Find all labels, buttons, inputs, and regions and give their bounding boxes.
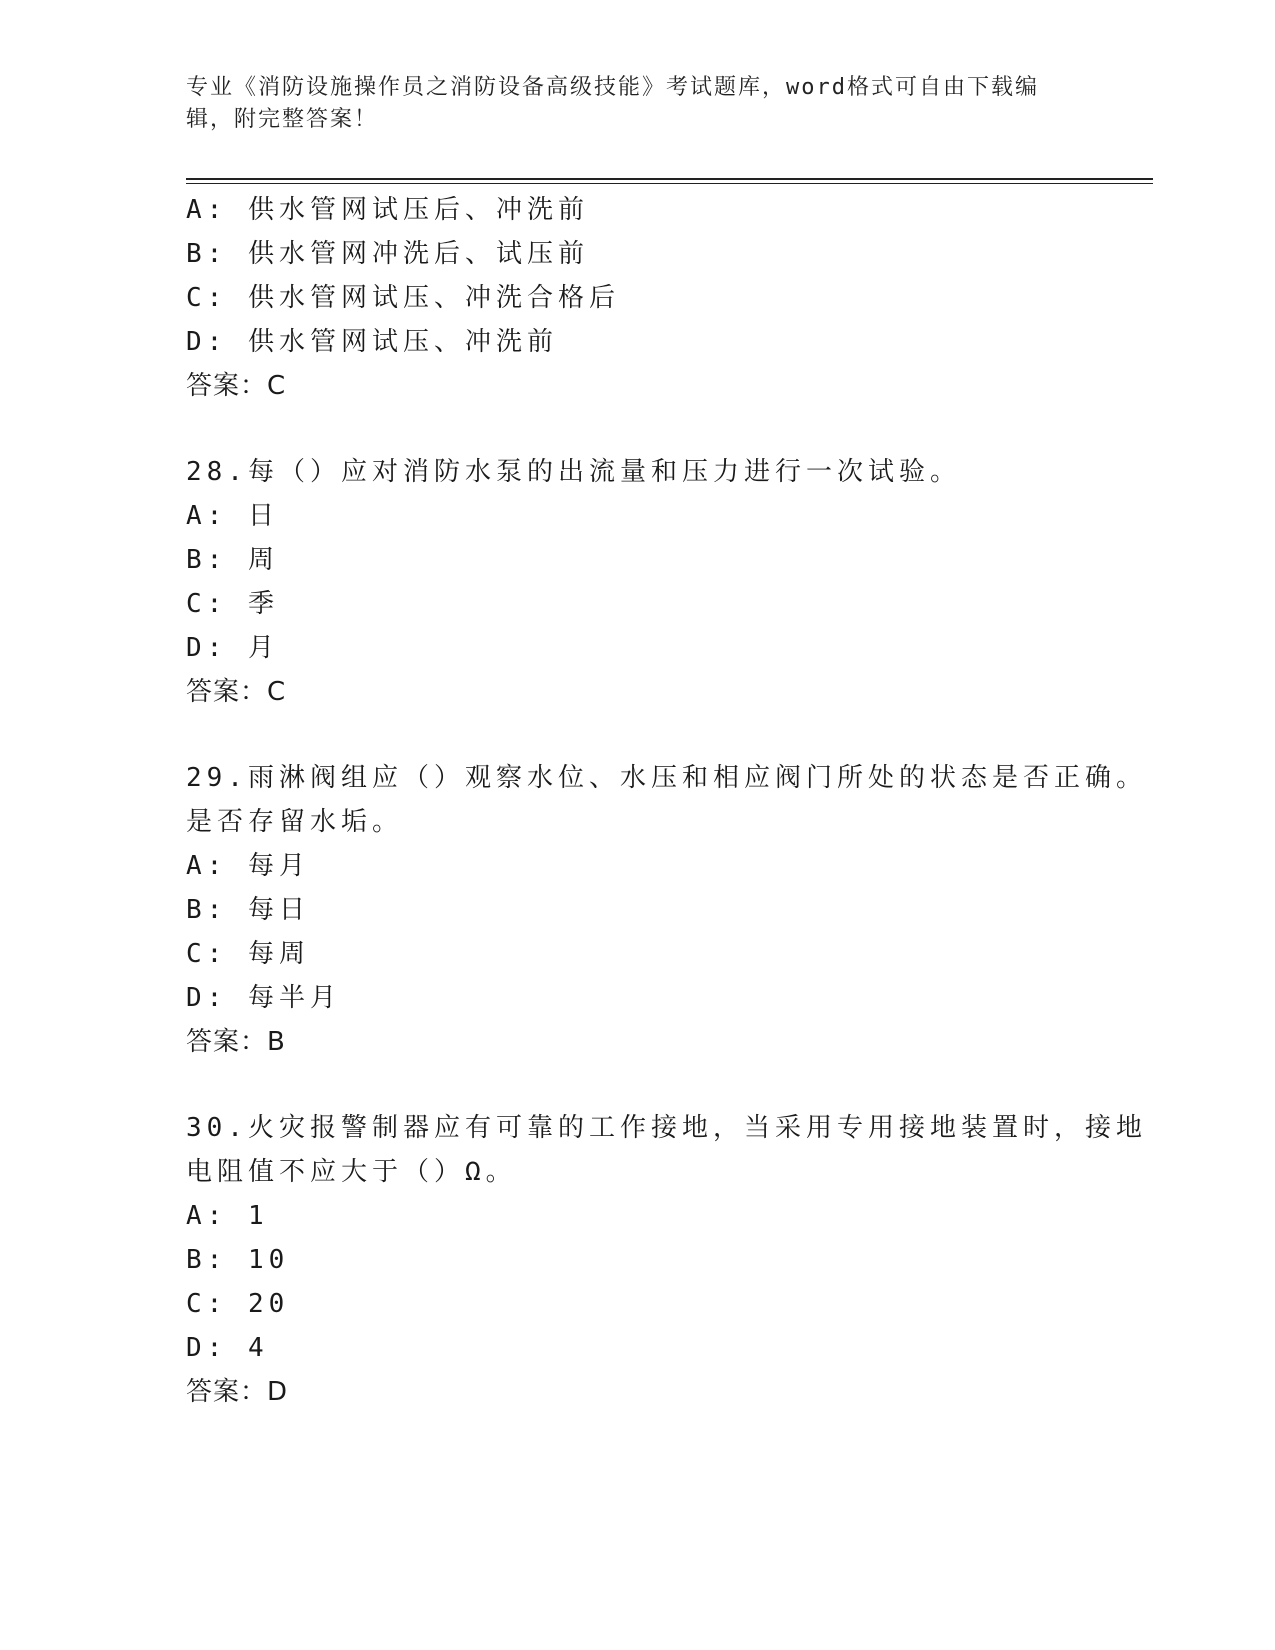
- q28-stem: 28.每（）应对消防水泵的出流量和压力进行一次试验。: [186, 457, 961, 487]
- q28-option-a: A: 日: [186, 501, 279, 531]
- prev-option-b: B: 供水管网冲洗后、试压前: [186, 239, 589, 269]
- q28-option-b: B: 周: [186, 545, 279, 575]
- header-intro-line1: 专业《消防设施操作员之消防设备高级技能》考试题库，word格式可自由下载编: [186, 75, 1039, 100]
- header-divider-thin: [186, 183, 1153, 184]
- q30-option-d: D: 4: [186, 1333, 269, 1363]
- document-header: [186, 72, 1086, 136]
- q28-option-c: C: 季: [186, 589, 279, 619]
- q30-stem-line1: 30.火灾报警制器应有可靠的工作接地，当采用专用接地装置时，接地: [186, 1113, 1147, 1143]
- q29-answer: 答案：B: [186, 1027, 286, 1057]
- q30-stem-line2: 电阻值不应大于（）Ω。: [186, 1157, 517, 1187]
- q29-stem-line1: 29.雨淋阀组应（）观察水位、水压和相应阀门所处的状态是否正确。: [186, 763, 1147, 793]
- q29-option-d: D: 每半月: [186, 983, 341, 1013]
- q30-option-a: A: 1: [186, 1201, 269, 1231]
- prev-option-c: C: 供水管网试压、冲洗合格后: [186, 283, 620, 313]
- header-intro-line2: 辑，附完整答案！: [186, 107, 379, 132]
- prev-option-a: A: 供水管网试压后、冲洗前: [186, 195, 589, 225]
- q29-stem-line2: 是否存留水垢。: [186, 807, 404, 837]
- prev-answer: 答案：C: [186, 371, 287, 401]
- prev-option-d: D: 供水管网试压、冲洗前: [186, 327, 558, 357]
- q28-answer: 答案：C: [186, 677, 287, 707]
- q30-answer: 答案：D: [186, 1377, 289, 1407]
- q29-option-a: A: 每月: [186, 851, 310, 881]
- q29-option-b: B: 每日: [186, 895, 310, 925]
- q30-option-b: B: 10: [186, 1245, 290, 1275]
- q28-option-d: D: 月: [186, 633, 279, 663]
- q30-option-c: C: 20: [186, 1289, 290, 1319]
- header-divider-thick: [186, 178, 1153, 180]
- q29-option-c: C: 每周: [186, 939, 310, 969]
